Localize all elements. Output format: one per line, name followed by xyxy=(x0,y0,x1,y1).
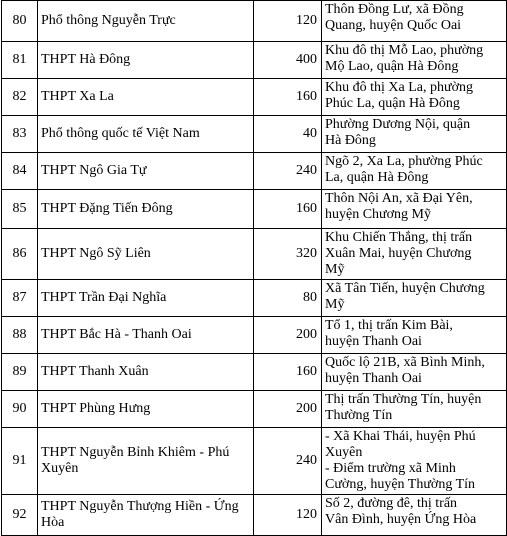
address-line: Thôn Nội An, xã Đại Yên, xyxy=(325,191,473,206)
row-number: 88 xyxy=(2,317,38,354)
row-number: 87 xyxy=(2,280,38,317)
quota-value: 200 xyxy=(254,317,322,354)
address-line: Xuân Mai, huyện Chương xyxy=(325,246,472,261)
quota-value: 160 xyxy=(254,79,322,116)
table-row xyxy=(2,495,507,536)
school-name: THPT Nguyễn Thượng Hiền - Ứng Hòa xyxy=(38,495,254,536)
school-name: THPT Hà Đông xyxy=(38,42,254,79)
school-address xyxy=(322,153,507,190)
address-line: Xã Tân Tiến, huyện Chương xyxy=(325,281,485,296)
school-address xyxy=(322,354,507,391)
address-line: huyện Thanh Oai xyxy=(325,371,422,386)
school-address xyxy=(322,1,507,42)
quota-value: 160 xyxy=(254,354,322,391)
table-row xyxy=(2,428,507,495)
school-address xyxy=(322,280,507,317)
address-line: Thôn Đồng Lư, xã Đồng xyxy=(325,2,464,17)
address-line: Khu đô thị Mỗ Lao, phường xyxy=(325,43,484,58)
address-line: Xuyên xyxy=(325,445,363,460)
table-row xyxy=(2,42,507,79)
address-line: huyện Chương Mỹ xyxy=(325,207,431,222)
address-line: Thường Tín xyxy=(325,408,393,423)
quota-value: 400 xyxy=(254,42,322,79)
school-name: Phổ thông Nguyễn Trực xyxy=(38,1,254,42)
quota-value: 320 xyxy=(254,229,322,280)
table-row xyxy=(2,354,507,391)
address-line: La, quận Hà Đông xyxy=(325,170,429,185)
address-line: Phúc La, quận Hà Đông xyxy=(325,96,460,111)
quota-value: 80 xyxy=(254,280,322,317)
school-name: THPT Nguyễn Bỉnh Khiêm - Phú Xuyên xyxy=(38,428,254,495)
address-line: Hà Đông xyxy=(325,133,376,148)
row-number: 83 xyxy=(2,116,38,153)
table-row xyxy=(2,229,507,280)
row-number: 81 xyxy=(2,42,38,79)
address-line: - Điểm trường xã Minh xyxy=(325,461,456,476)
row-number: 91 xyxy=(2,428,38,495)
table-row xyxy=(2,1,507,42)
address-line: Vân Đình, huyện Ứng Hòa xyxy=(325,512,477,527)
school-name: THPT Đặng Tiến Đông xyxy=(38,190,254,229)
school-name: THPT Xa La xyxy=(38,79,254,116)
school-address xyxy=(322,428,507,495)
table-body xyxy=(2,1,507,536)
school-address xyxy=(322,229,507,280)
address-line: Quốc lộ 21B, xã Bình Minh, xyxy=(325,355,485,370)
address-line: Khu Chiến Thắng, thị trấn xyxy=(325,230,473,245)
row-number: 80 xyxy=(2,1,38,42)
address-line: Phường Dương Nội, quận xyxy=(325,117,471,132)
table-row xyxy=(2,116,507,153)
quota-value: 160 xyxy=(254,190,322,229)
school-address xyxy=(322,391,507,428)
school-address xyxy=(322,317,507,354)
quota-value: 200 xyxy=(254,391,322,428)
quota-value: 120 xyxy=(254,495,322,536)
school-address xyxy=(322,116,507,153)
school-name: Phổ thông quốc tế Việt Nam xyxy=(38,116,254,153)
table-row xyxy=(2,190,507,229)
table-row xyxy=(2,79,507,116)
table-row xyxy=(2,280,507,317)
school-name: THPT Phùng Hưng xyxy=(38,391,254,428)
school-address xyxy=(322,79,507,116)
school-name: THPT Ngô Sỹ Liên xyxy=(38,229,254,280)
table-row xyxy=(2,153,507,190)
address-line: huyện Thanh Oai xyxy=(325,334,422,349)
row-number: 85 xyxy=(2,190,38,229)
address-line: Thị trấn Thường Tín, huyện xyxy=(325,392,482,407)
quota-value: 240 xyxy=(254,428,322,495)
address-line: Tổ 1, thị trấn Kim Bài, xyxy=(325,318,453,333)
row-number: 89 xyxy=(2,354,38,391)
school-name: THPT Trần Đại Nghĩa xyxy=(38,280,254,317)
address-line: Số 2, đường đê, thị trấn xyxy=(325,496,458,511)
row-number: 84 xyxy=(2,153,38,190)
address-line: Mỹ xyxy=(325,262,345,277)
row-number: 92 xyxy=(2,495,38,536)
row-number: 82 xyxy=(2,79,38,116)
quota-value: 120 xyxy=(254,1,322,42)
quota-value: 40 xyxy=(254,116,322,153)
school-table xyxy=(1,0,507,536)
row-number: 86 xyxy=(2,229,38,280)
table-row xyxy=(2,317,507,354)
school-address xyxy=(322,190,507,229)
school-name: THPT Thanh Xuân xyxy=(38,354,254,391)
school-address xyxy=(322,495,507,536)
table-row xyxy=(2,391,507,428)
address-line: Mộ Lao, quận Hà Đông xyxy=(325,59,459,74)
address-line: - Xã Khai Thái, huyện Phú xyxy=(325,429,476,444)
address-line: Khu đô thị Xa La, phường xyxy=(325,80,473,95)
address-line: Cường, huyện Thường Tín xyxy=(325,477,476,492)
row-number: 90 xyxy=(2,391,38,428)
address-line: Mỹ xyxy=(325,297,345,312)
address-line: Quang, huyện Quốc Oai xyxy=(325,18,462,33)
school-name: THPT Ngô Gia Tự xyxy=(38,153,254,190)
school-name: THPT Bắc Hà - Thanh Oai xyxy=(38,317,254,354)
school-address xyxy=(322,42,507,79)
address-line: Ngõ 2, Xa La, phường Phúc xyxy=(325,154,483,169)
quota-value: 240 xyxy=(254,153,322,190)
